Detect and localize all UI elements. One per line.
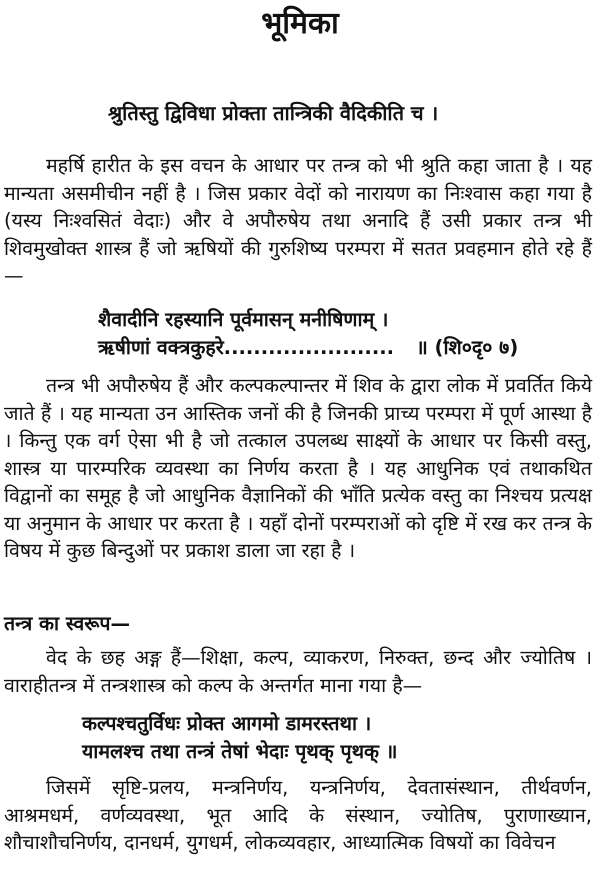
verse2-line2: यामलश्च तथा तन्त्रं तेषां भेदाः पृथक् पृथक् ॥ <box>82 740 398 763</box>
paragraph-3: वेद के छह अङ्ग हैं—शिक्षा, कल्प, व्याकरण, निरुक्त, छन्द और ज्योतिष । वाराहीतन्त्र में तन्त्रशास्त्र को कल्प के अन्तर्गत माना गया है— <box>4 646 592 697</box>
epigraph-verse: श्रुतिस्तु द्विविधा प्रोक्ता तान्त्रिकी वैदिकीति च । <box>108 101 439 125</box>
paragraph-1: महर्षि हारीत के इस वचन के आधार पर तन्त्र को भी श्रुति कहा जाता है । यह मान्यता असमीचीन नहीं है । जिस प्रकार वेदों को नारायण का निःश्वास कहा गया है (यस्य निःश्वसितं वेदाः) और वे अपौरुषेय तथा अनादि हैं उसी प्रकार तन्त्र भी शिवमुखोक्त शास्त्र हैं जो ऋषियों की गुरुशिष्य परम्परा में सतत प्रवहमान होते रहे हैं— <box>4 154 592 287</box>
verse1-line1: शैवादीनि रहस्यानि पूर्वमासन् मनीषिणाम् । <box>98 308 389 331</box>
paragraph-4: जिसमें सृष्टि-प्रलय, मन्त्रनिर्णय, यन्त्रनिर्णय, देवतासंस्थान, तीर्थवर्णन, आश्रमधर्म, वर्णव्यवस्था, भूत आदि के संस्थान, ज्योतिष, पुराणाख्यान, शौचाशौचनिर्णय, दानधर्म, युगधर्म, लोकव्यवहार, आध्यात्मिक विषयों का विवेचन <box>4 776 592 854</box>
page-title: भूमिका <box>261 6 339 41</box>
section-heading: तन्त्र का स्वरूप— <box>4 612 130 635</box>
verse2-line1: कल्पश्चतुर्विधः प्रोक्त आगमो डामरस्तथा । <box>82 712 372 735</box>
verse1-line2 <box>98 334 518 362</box>
verse1-line2-text: ऋषीणां वक्त्रकुहरे....................... <box>98 336 395 359</box>
verse1-reference: ॥ (शि०दृ० ७) <box>416 336 519 359</box>
paragraph-2: तन्त्र भी अपौरुषेय हैं और कल्पकल्पान्तर में शिव के द्वारा लोक में प्रवर्तित किये जाते हैं । यह मान्यता उन आस्तिक जनों की है जिनकी प्राच्य परम्परा में पूर्ण आस्था है । किन्तु एक वर्ग ऐसा भी है जो तत्काल उपलब्ध साक्ष्यों के आधार पर किसी वस्तु, शास्त्र या पारम्परिक व्यवस्था का निर्णय करता है । यह आधुनिक एवं तथाकथित विद्वानों का समूह है जो आधुनिक वैज्ञानिकों की भाँति प्रत्येक वस्तु का निश्चय प्रत्यक्ष या अनुमान के आधार पर करता है । यहाँ दोनों परम्पराओं को दृष्टि में रख कर तन्त्र के विषय में कुछ बिन्दुओं पर प्रकाश डाला जा रहा है । <box>4 374 592 562</box>
